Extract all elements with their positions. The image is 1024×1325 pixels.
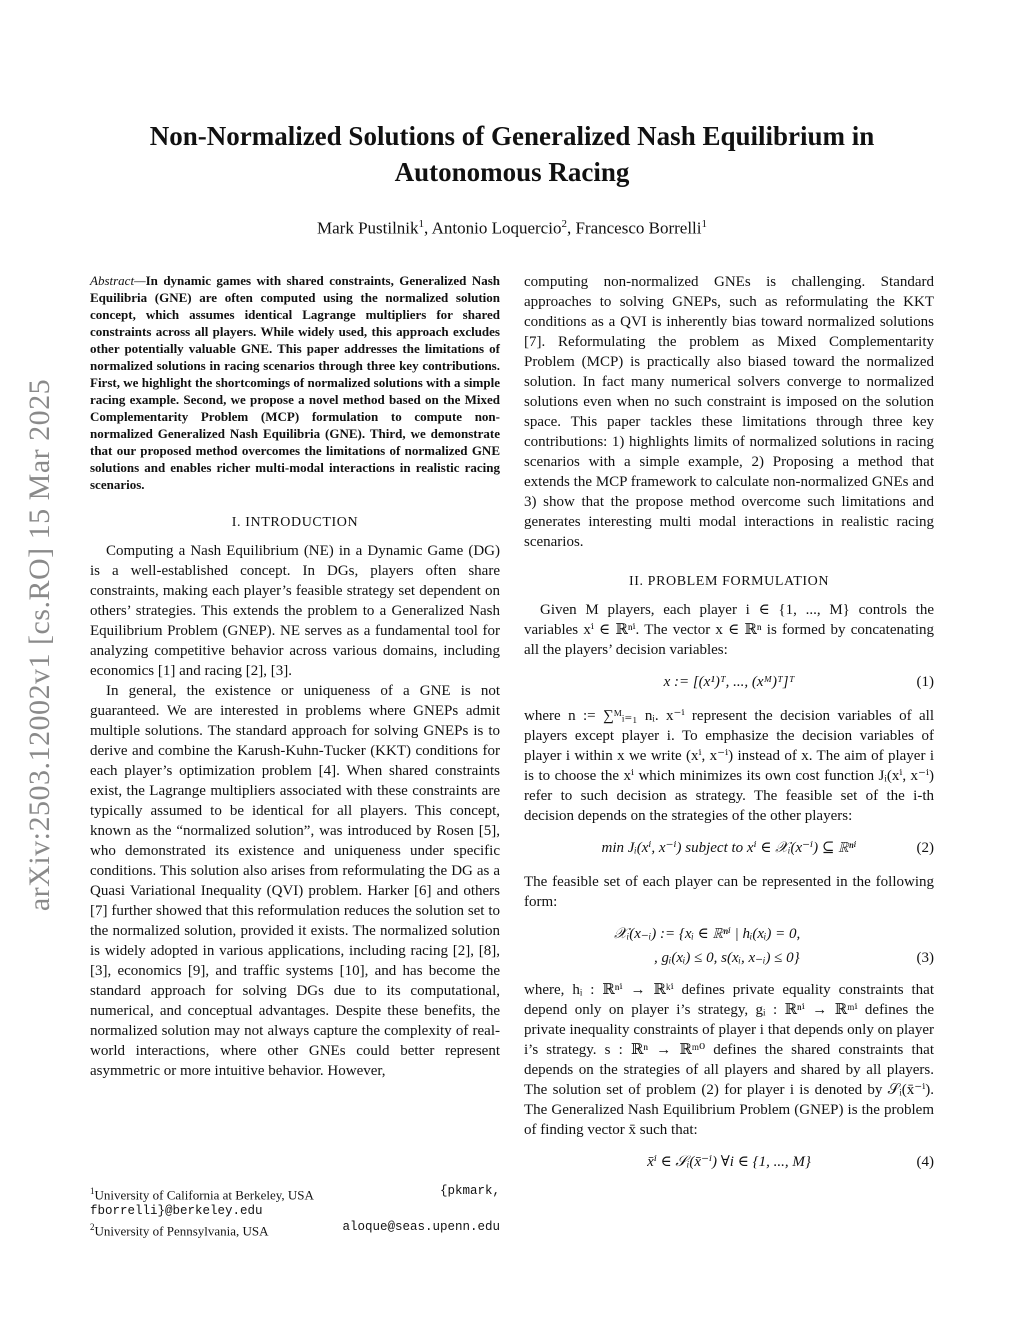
- formulation-paragraph-feasible: The feasible set of each player can be represented in the following form:: [524, 874, 934, 910]
- author-sep: ,: [424, 218, 432, 238]
- equation-1: [524, 672, 934, 694]
- equation-1-body: x := [(x¹)ᵀ, ..., (xᴹ)ᵀ]ᵀ: [663, 674, 795, 690]
- abstract-text: In dynamic games with shared constraints, Generalized Nash Equilibria (GNE) are often computed using the normalized solution concept, which assumes identical Lagrange multipliers for shared constraints across all players. While widely used, this approach excludes other potentially valuable GNE. This paper addresses the limitations of normalized solutions in racing scenarios through three key contributions. First, we highlight the shortcomings of normalized solutions with a simple racing example. Second, we propose a novel method based on the Mixed Complementarity Problem (MCP) formulation to compute non-normalized Generalized Nash Equilibria (GNE). Third, we demonstrate that our proposed method overcomes the limitations of normalized GNE solutions and enables richer multi-modal interactions in realistic racing scenarios.: [90, 273, 500, 492]
- formulation-paragraph-where: where n := ∑ᴹᵢ₌₁ nᵢ. x⁻ⁱ represent the decision variables of all players except player i. To emphasize the decision variables of player i within x we write (xⁱ, x⁻ⁱ) instead of x. The aim of player i is to choose the xⁱ which minimizes its own cost function Jᵢ(xⁱ, x⁻ⁱ) refer to such decision as strategy. The feasible set of the i-th decision depends on the strategies of the other players:: [524, 708, 934, 824]
- footnote-2: [90, 1219, 500, 1239]
- formulation-paragraph-constraints: where, hᵢ : ℝⁿⁱ → ℝᵏⁱ defines private equality constraints that depend only on player i’s strategy, gᵢ : ℝⁿⁱ → ℝᵐⁱ defines the private inequality constraints of player i that depends only on player i’s strategy. s : ℝⁿ → ℝᵐ⁰ defines the shared constraints that depends on the strategies of all players and shared by all players. The solution set of problem (2) for player i is denoted by 𝒮ᵢ(x̄⁻ⁱ). The Generalized Nash Equilibrium Problem (GNEP) is the problem of finding vector x̄ such that:: [524, 982, 934, 1138]
- right-column: [524, 272, 934, 1186]
- left-column: [90, 272, 500, 1081]
- paper-title: [100, 118, 924, 190]
- footnote-2-affiliation: University of Pennsylvania, USA: [94, 1223, 269, 1239]
- equation-3-line-2: , gᵢ(xᵢ) ≤ 0, s(xᵢ, x₋ᵢ) ≤ 0}: [654, 950, 800, 966]
- author-name: Francesco Borrelli: [575, 218, 702, 238]
- section-heading-problem-formulation: II. PROBLEM FORMULATION: [628, 574, 830, 589]
- author-affil: 2: [561, 218, 567, 230]
- title-line-1: Non-Normalized Solutions of Generalized Nash Equilibrium in: [149, 121, 875, 151]
- footnote-2-email: aloque@seas.upenn.edu: [342, 1220, 500, 1235]
- footnote-1-email-start: {pkmark,: [439, 1184, 500, 1198]
- formulation-paragraph-given: Given M players, each player i ∈ {1, ..., M} controls the variables xⁱ ∈ ℝⁿⁱ. The vector x ∈ ℝⁿ is formed by concatenating all the players’ decision variables:: [524, 602, 934, 658]
- footnote-1-marker: 1: [90, 1186, 95, 1196]
- affiliation-footnotes: [90, 1183, 500, 1240]
- title-line-2: Autonomous Racing: [394, 157, 630, 187]
- author-sep: ,: [566, 218, 576, 238]
- author-affil: 1: [418, 218, 425, 230]
- equation-4-body: x̄ⁱ ∈ 𝒮ᵢ(x̄⁻ⁱ) ∀i ∈ {1, ..., M}: [647, 1154, 811, 1170]
- equation-2-body: min Jᵢ(xⁱ, x⁻ⁱ) subject to xⁱ ∈ 𝒳ᵢ(x⁻ⁱ) ⊆ ℝⁿⁱ: [601, 840, 857, 856]
- footnote-1-email-end: fborrelli}@berkeley.edu: [90, 1204, 263, 1219]
- equation-1-number: (1): [916, 674, 934, 690]
- section-heading-introduction: I. INTRODUCTION: [231, 515, 359, 530]
- equation-2-number: (2): [916, 840, 934, 856]
- author-name: Mark Pustilnik: [317, 218, 419, 238]
- author-list: [100, 212, 924, 241]
- equation-3-number: (3): [916, 950, 934, 966]
- equation-3-line-1: 𝒳ᵢ(x₋ᵢ) := {xᵢ ∈ ℝⁿⁱ | hᵢ(xᵢ) = 0,: [614, 926, 801, 942]
- equation-4: [524, 1152, 934, 1174]
- intro-paragraph-continued: computing non-normalized GNEs is challenging. Standard approaches to solving GNEPs, such as reformulating the KKT conditions as a QVI is inherently bias toward normalized solutions [7]. Reformulating the problem as Mixed Complementarity Problem (MCP) is practically also biased toward the normalized solution. In fact many numerical solvers converge to normalized solutions even when no such constraint is imposed on the solution space. This paper tackles these limitations through three key contributions: 1) highlights limits of normalized solutions in racing scenarios with a simple example, 2) Proposing a method that extends the MCP framework to calculate non-normalized GNEs and 3) show that the propose method overcome such limitations and generates interesting multi modal interactions in realistic racing scenarios.: [524, 274, 934, 550]
- abstract: Abstract—In dynamic games with shared constraints, Generalized Nash Equilibria (GNE) are often computed using the normalized solution concept, which assumes identical Lagrange multipliers for shared constraints across all players. While widely used, this approach excludes other potentially valuable GNE. This paper addresses the limitations of normalized solutions in racing scenarios through three key contributions. First, we highlight the shortcomings of normalized solutions with a simple racing example. Second, we propose a novel method based on the Mixed Complementarity Problem (MCP) formulation to compute non-normalized Generalized Nash Equilibria (GNE). Third, we demonstrate that our proposed method overcomes the limitations of normalized GNE solutions and enables richer multi-modal interactions in realistic racing scenarios.: [90, 273, 500, 492]
- equation-3: [524, 924, 934, 968]
- equation-4-number: (4): [916, 1154, 934, 1170]
- author-name: Antonio Loquercio: [431, 218, 562, 238]
- author-affil: 1: [701, 218, 707, 230]
- footnote-1: [90, 1183, 500, 1203]
- footnote-1-affiliation: University of California at Berkeley, USA: [94, 1187, 314, 1203]
- arxiv-stamp: arXiv:2503.12002v1 [cs.RO] 15 Mar 2025: [23, 378, 56, 912]
- footnote-2-marker: 2: [90, 1222, 95, 1233]
- intro-paragraph-2: In general, the existence or uniqueness of a GNE is not guaranteed. We are interested in problems where GNEPs admit multiple solutions. The standard approach for solving GNEPs is to derive and combine the Karush-Kuhn-Tucker (KKT) conditions for each player’s optimization problem [4]. When shared constraints exist, the Lagrange multipliers associated with these constraints are typically assumed to be identical for all players. This concept, known as the “normalized solution”, was introduced by Rosen [5], who demonstrated its existence and uniqueness under specific conditions. This solution also arises from reformulating the DG as a Quasi Variational Inequality (QVI) problem. Harker [6] and others [7] further showed that this reformulation reduces the solution set to the normalized solution, provided it exists. The normalized solution is widely adopted in various applications, including racing [2], [8], [3], economics [9], and traffic systems [10], and has become the standard approach for solving DGs due to its computational, numerical, and conceptual advantages. Despite these benefits, the normalized solution may not always capture the complexity of real-world interactions, where other GNEs could better represent asymmetric or more intuitive behavior. However,: [90, 683, 500, 1079]
- abstract-label: Abstract: [90, 273, 135, 288]
- intro-paragraph-1: Computing a Nash Equilibrium (NE) in a Dynamic Game (DG) is a well-established concept. In DGs, players often share constraints, making each player’s feasible strategy set dependent on others’ strategies. This extends the problem to a Generalized Nash Equilibrium Problem (GNEP). NE serves as a fundamental tool for analyzing competitive behavior across various domains, including economics [1] and racing [2], [3].: [90, 543, 500, 679]
- equation-2: [524, 838, 934, 860]
